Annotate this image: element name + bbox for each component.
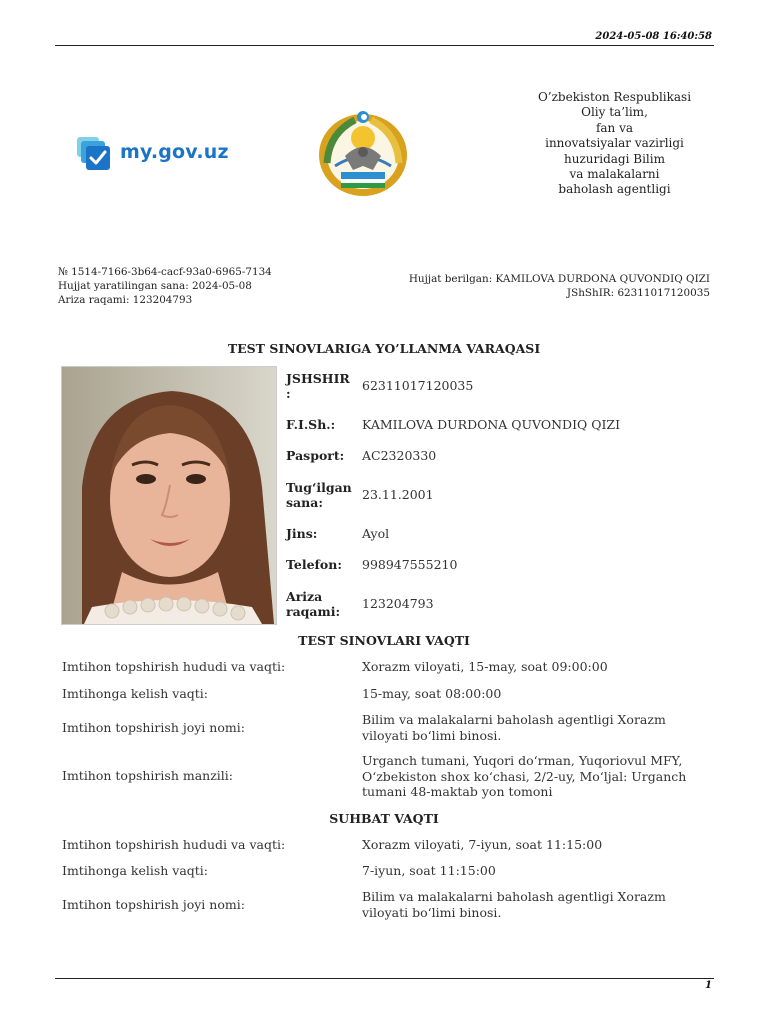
test-row-label: Imtihon topshirish joyi nomi: [62, 720, 245, 735]
label-line: Pasport: [286, 448, 345, 463]
mygov-logo[interactable] [77, 137, 237, 171]
document-meta [58, 265, 272, 308]
value-line: Bilim va malakalarni baholash agentligi Xorazm [362, 712, 666, 727]
label-line: Jins: [286, 526, 318, 541]
label-line: sana: [286, 495, 323, 510]
value-line: Xorazm viloyati, 15-may, soat 09:00:00 [362, 659, 608, 674]
profile-label-phone [286, 557, 342, 572]
footer-divider [55, 978, 714, 979]
application-number: Ariza raqami: 123204793 [58, 294, 193, 307]
agency-line: Oliy ta’lim, [581, 105, 648, 120]
test-row-value [362, 686, 702, 702]
value-line: tumani 48-maktab yon tomoni [362, 784, 553, 799]
test-row-value [362, 712, 702, 743]
agency-line: innovatsiyalar vazirligi [545, 136, 684, 151]
profile-value-phone: 998947555210 [362, 557, 458, 572]
test-row-label: Imtihon topshirish manzili: [62, 768, 233, 783]
value-line: Xorazm viloyati, 7-iyun, soat 11:15:00 [362, 837, 603, 852]
issued-to: Hujjat berilgan: KAMILOVA DURDONA QUVONDIQ QIZI [408, 273, 710, 285]
agency-line: huzuridagi Bilim [564, 151, 665, 166]
profile-label-passport [286, 448, 344, 463]
label-line: Telefon: [286, 557, 342, 572]
label-line: JSHSHIR [286, 371, 350, 386]
agency-line: O’zbekiston Respublikasi [537, 90, 692, 104]
page-number: 1 [705, 980, 712, 991]
document-datetime: 2024-05-08 16:40:58 [595, 31, 712, 42]
value-line: viloyati bo‘limi binosi. [362, 904, 502, 920]
interview-row-value [362, 863, 702, 879]
profile-value-gender: Ayol [362, 526, 390, 541]
agency-name [488, 90, 741, 198]
test-row-label: Imtihonga kelish vaqti: [62, 686, 209, 701]
agency-line: va malakalarni [569, 167, 660, 182]
document-recipient [409, 272, 710, 300]
profile-value-jshshir: 62311017120035 [362, 378, 474, 393]
checkbox-cards-icon [77, 137, 111, 171]
document-created-date: Hujjat yaratilingan sana: 2024-05-08 [58, 280, 252, 293]
test-row-value [362, 659, 702, 675]
profile-label-birthdate [286, 480, 352, 510]
label-line: raqami: [286, 604, 341, 619]
profile-value-application: 123204793 [362, 596, 434, 611]
test-section-title: TEST SINOVLARI VAQTI [298, 633, 470, 648]
profile-label-gender [286, 526, 317, 541]
agency-line: fan va [595, 120, 634, 135]
profile-label-jshshir [286, 371, 350, 401]
profile-value-birthdate: 23.11.2001 [362, 487, 434, 502]
interview-row-value [362, 837, 702, 853]
agency-line: baholash agentligi [558, 182, 671, 197]
value-line: O‘zbekiston shox ko‘chasi, 2/2-uy, Mo‘ljal: Urganch [362, 768, 687, 784]
profile-value-fish: KAMILOVA DURDONA QUVONDIQ QIZI [362, 417, 621, 432]
interview-row-label: Imtihonga kelish vaqti: [62, 863, 209, 878]
profile-label-application [286, 589, 340, 619]
profile-label-fish [286, 417, 335, 432]
value-line: viloyati bo‘limi binosi. [362, 727, 502, 743]
interview-row-label: Imtihon topshirish hududi va vaqti: [62, 837, 286, 852]
label-line: Tug‘ilgan [286, 480, 352, 495]
test-row-value [362, 753, 702, 800]
document-number: № 1514-7166-3b64-cacf-93a0-6965-7134 [58, 266, 272, 278]
value-line: Bilim va malakalarni baholash agentligi Xorazm [362, 889, 666, 904]
applicant-photo [61, 366, 277, 625]
value-line: 7-iyun, soat 11:15:00 [362, 863, 496, 878]
interview-row-value [362, 889, 702, 920]
test-row-label: Imtihon topshirish hududi va vaqti: [62, 659, 286, 674]
interview-row-label: Imtihon topshirish joyi nomi: [62, 897, 245, 912]
interview-section-title: SUHBAT VAQTI [329, 811, 439, 826]
label-line: Ariza [286, 589, 323, 604]
label-line: F.I.Sh.: [286, 417, 336, 432]
logo-text: my.gov.uz [120, 141, 229, 163]
state-emblem [315, 108, 411, 198]
header-divider [55, 45, 714, 46]
value-line: 15-may, soat 08:00:00 [362, 686, 502, 701]
label-line: : [286, 386, 291, 401]
value-line: Urganch tumani, Yuqori do‘rman, Yuqoriovul MFY, [362, 753, 683, 768]
recipient-jshshir: JShShIR: 62311017120035 [566, 287, 710, 300]
document-title: TEST SINOVLARIGA YO’LLANMA VARAQASI [227, 341, 541, 356]
profile-value-passport: AC2320330 [362, 448, 437, 463]
